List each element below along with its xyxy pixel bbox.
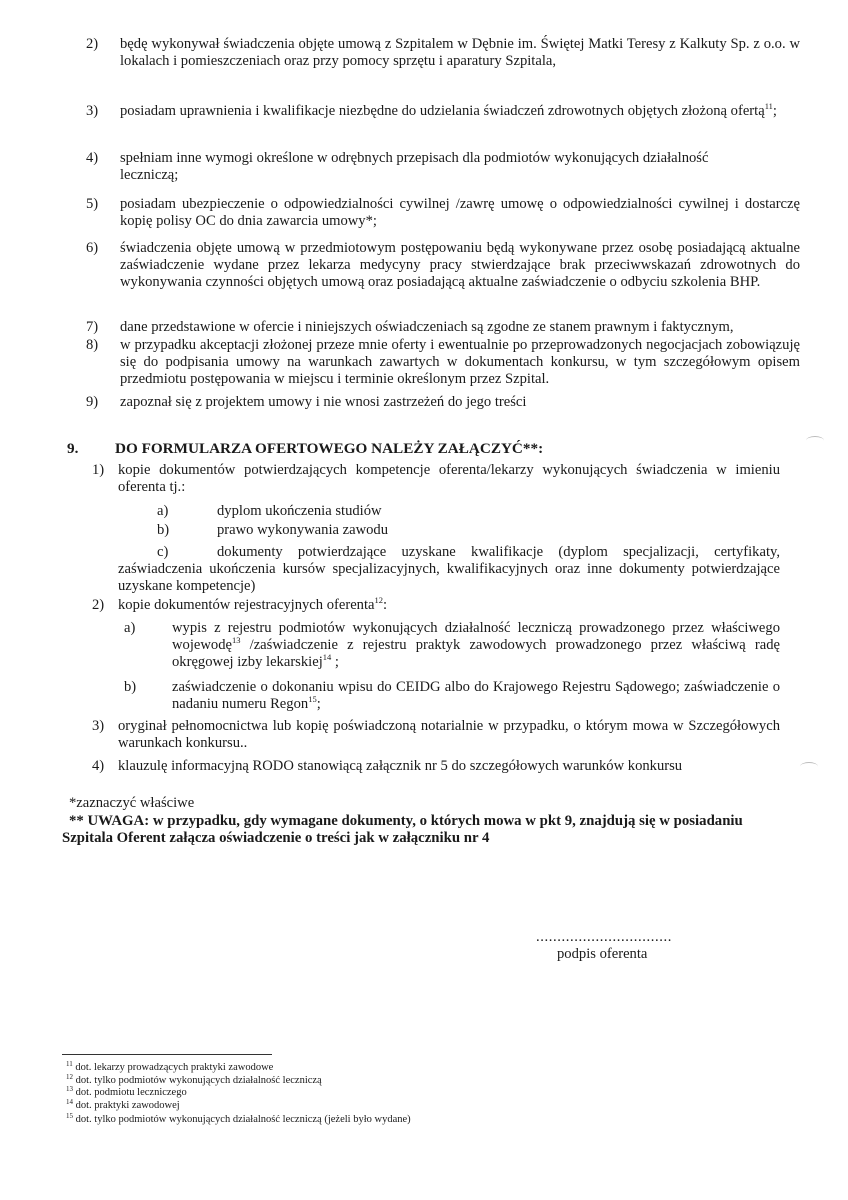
sub-item: [157, 503, 382, 520]
declaration-item: [86, 103, 800, 120]
footnote-text: dot. praktyki zawodowej: [75, 1099, 180, 1111]
footnote-number: 15: [66, 1112, 73, 1120]
footnote-ref: 12: [374, 595, 384, 605]
sub-item: [118, 544, 780, 595]
sub-item-text-body: zaświadczenie o dokonaniu wpisu do CEIDG albo do Krajowego Rejestru Sądowego; zaświadczenie o nadaniu numeru Regon: [172, 679, 780, 712]
item-text-tail: :: [383, 597, 388, 613]
item-number: 3): [86, 103, 99, 119]
attachment-item: [92, 462, 780, 496]
item-number: 2): [86, 36, 99, 52]
sub-item-text: [172, 679, 780, 713]
footnote-ref: 15: [308, 694, 317, 704]
item-number: 4): [86, 150, 99, 166]
attachment-item: [92, 597, 780, 614]
declaration-item: [86, 319, 800, 336]
sub-item-text-part: /zaświadczenie z rejestru praktyk zawodowych prowadzonego przez właściwą radę okręgowej izby lekarskiej: [172, 637, 780, 670]
attachment-item: [92, 758, 780, 775]
footnote-number: 12: [66, 1072, 73, 1081]
item-number: 6): [86, 240, 99, 256]
declaration-item: [86, 196, 800, 230]
item-text: [120, 103, 800, 120]
footnote-text: dot. tylko podmiotów wykonujących działalność leczniczą: [75, 1074, 322, 1086]
sub-item-text: [172, 620, 780, 671]
sub-item-text-tail: ;: [331, 654, 339, 670]
item-number: 8): [86, 337, 99, 353]
item-text: klauzulę informacyjną RODO stanowiącą załącznik nr 5 do szczegółowych warunków konkursu: [118, 758, 683, 774]
item-text: będę wykonywał świadczenia objęte umową z Szpitalem w Dębnie im. Świętej Matki Teresy z Kalkuty Sp. z o.o. w lokalach i pomieszczeniach oraz przy pomocy sprzętu i aparatury Szpitala,: [120, 36, 800, 69]
footnotes: [66, 1062, 411, 1127]
item-text: w przypadku akceptacji złożonej przeze mnie oferty i ewentualnie po przeprowadzonych negocjacjach zobowiązuję się do podpisania umowy na warunkach zawartych w dokumentach konkursu, w tym szczegółowym opisem przedmiotu postępowania w miejscu i terminie określonym przez Szpital.: [120, 337, 800, 387]
footnote: [66, 1087, 411, 1100]
section-heading: [67, 440, 544, 458]
item-text: oryginał pełnomocnictwa lub kopię poświadczoną notarialnie w przypadku, o którym mowa w Szczegółowych warunkach konkursu..: [118, 718, 780, 751]
item-text: spełniam inne wymogi określone w odrębnych przepisach dla podmiotów wykonujących działalność leczniczą;: [120, 150, 709, 183]
footnote-text: dot. podmiotu leczniczego: [75, 1087, 187, 1098]
sub-item-letter: a): [157, 503, 169, 519]
footnote-text: dot. lekarzy prowadzących praktyki zawodowe: [75, 1062, 274, 1073]
item-text-tail: ;: [772, 103, 777, 119]
footnote: [66, 1097, 411, 1113]
item-text-body: posiadam uprawnienia i kwalifikacje niezbędne do udzielania świadczeń zdrowotnych objętych złożoną ofertą: [120, 103, 765, 119]
sub-item-text: prawo wykonywania zawodu: [217, 522, 389, 538]
sub-item-letter: a): [124, 620, 136, 636]
item-number: 3): [92, 718, 105, 734]
footnote: [66, 1072, 411, 1088]
sub-item-letter: c): [157, 544, 169, 560]
declaration-item: [86, 337, 800, 388]
item-number: 2): [92, 597, 105, 613]
footnote-number: 14: [66, 1097, 73, 1106]
declaration-item: [86, 150, 800, 184]
note-warning: ** UWAGA: w przypadku, gdy wymagane dokumenty, o których mowa w pkt 9, znajdują się w posiadaniu Szpitala Oferent załącza oświadczenie o treści jak w załączniku nr 4: [62, 813, 743, 846]
footnote: [66, 1062, 411, 1075]
footnote-ref: 13: [231, 635, 241, 645]
sub-item-letter: b): [157, 522, 170, 538]
footnote-text: dot. tylko podmiotów wykonujących działalność leczniczą (jeżeli było wydane): [75, 1114, 411, 1125]
sub-item: [124, 679, 780, 713]
footnote-divider: [62, 1054, 272, 1055]
item-text-body: kopie dokumentów rejestracyjnych oferenta: [118, 597, 375, 613]
sub-item-block: [118, 544, 780, 595]
footnote-number: 11: [66, 1060, 73, 1068]
sub-item-text: dokumenty potwierdzające uzyskane kwalifikacje (dyplom specjalizacji, certyfikaty, zaświadczenia ukończenia kursów specjalizacyjnych, kwalifikacyjnych oraz inne dokumenty potwierdzające uzyskane kompetencje): [118, 544, 780, 594]
sub-item: [157, 522, 389, 539]
declaration-item: [86, 240, 800, 291]
item-number: 1): [92, 462, 105, 478]
item-number: 9): [86, 394, 99, 410]
item-number: 7): [86, 319, 99, 335]
punch-hole-mark: [800, 762, 818, 771]
item-text: posiadam ubezpieczenie o odpowiedzialności cywilnej /zawrę umowę o odpowiedzialności cywilnej i dostarczę kopię polisy OC do dnia zawarcia umowy*;: [120, 196, 800, 229]
footnote: [66, 1114, 411, 1127]
sub-item: [124, 620, 780, 671]
sub-item-text: dyplom ukończenia studiów: [217, 503, 382, 519]
signature-label: podpis oferenta: [557, 946, 648, 962]
footnote-ref: 14: [322, 652, 332, 662]
item-number: 4): [92, 758, 105, 774]
sub-item-letter: b): [124, 679, 137, 695]
signature-line: ................................: [536, 929, 672, 945]
footnote-ref: 11: [764, 101, 773, 111]
item-number: 5): [86, 196, 99, 212]
section-number: 9.: [67, 440, 79, 457]
sub-item-text-part: wypis z rejestru podmiotów wykonujących działalność leczniczą prowadzonego przez właściwego wojewodę: [172, 620, 780, 653]
declaration-item: [86, 36, 800, 70]
section-title: DO FORMULARZA OFERTOWEGO NALEŻY ZAŁĄCZYĆ**:: [115, 440, 544, 457]
punch-hole-mark: [806, 436, 824, 445]
declaration-item: [86, 394, 800, 411]
footnote-number: 13: [66, 1085, 73, 1093]
note-mark: *zaznaczyć właściwe: [69, 795, 195, 811]
item-text: dane przedstawione w ofercie i niniejszych oświadczeniach są zgodne ze stanem prawnym i faktycznym,: [120, 319, 734, 335]
item-text: zapoznał się z projektem umowy i nie wnosi zastrzeżeń do jego treści: [120, 394, 527, 410]
sub-item-text-tail: ;: [316, 696, 321, 712]
attachment-item: [92, 718, 780, 752]
item-text: [118, 597, 780, 614]
item-text: kopie dokumentów potwierdzających kompetencje oferenta/lekarzy wykonujących świadczenia w imieniu oferenta tj.:: [118, 462, 780, 495]
item-text: świadczenia objęte umową w przedmiotowym postępowaniu będą wykonywane przez osobę posiadającą aktualne zaświadczenie wydane przez lekarza medycyny pracy stwierdzające brak przeciwwskazań zdrowotnych do wykonywania czynności objętych umową oraz posiadającą aktualne zaświadczenie o odbyciu szkolenia BHP.: [120, 240, 800, 290]
